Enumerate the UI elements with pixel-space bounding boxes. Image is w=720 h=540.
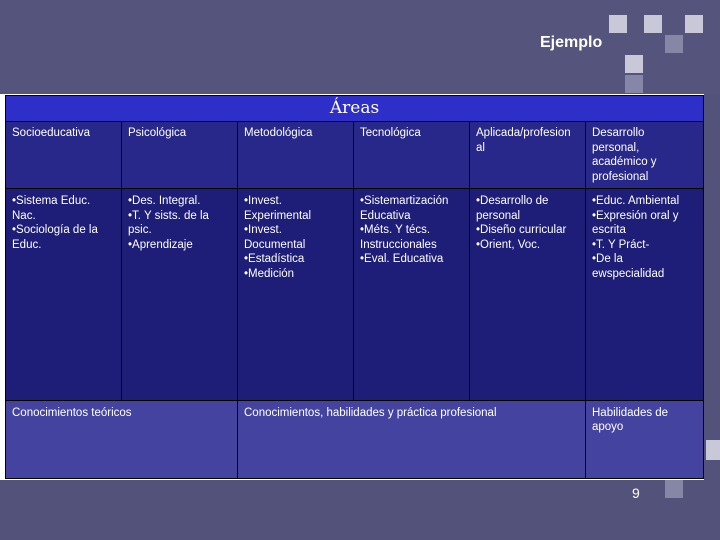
area-content-cell: [238, 189, 354, 400]
area-content-item: •Diseño curricular: [476, 224, 567, 237]
area-content-item: •Orient, Voc.: [476, 238, 541, 251]
area-name-cell: [586, 122, 704, 189]
area-content-item: •Sociología de la: [12, 224, 98, 237]
area-content-item: Experimental: [244, 209, 312, 222]
areas-table-container: [5, 95, 703, 479]
area-content-cell: [122, 189, 238, 400]
decor-square: [685, 15, 703, 33]
area-content-item: •Expresión oral y: [592, 209, 679, 222]
area-name-text: Aplicada/profesion: [476, 127, 571, 140]
area-content-item: Instruccionales: [360, 238, 437, 251]
area-name-text: Tecnológica: [360, 127, 421, 140]
area-content-item: personal: [476, 209, 521, 222]
page-title: Ejemplo: [540, 34, 603, 51]
summary-cell: [586, 400, 704, 478]
decor-square: [706, 440, 720, 460]
area-name-text: Socioeducativa: [12, 127, 90, 140]
area-content-item: Educativa: [360, 209, 411, 222]
area-content-cell: [586, 189, 704, 400]
table-heading: Áreas: [6, 96, 704, 122]
area-name-text: académico y: [592, 156, 657, 169]
decor-square: [665, 35, 683, 53]
decor-square: [644, 15, 662, 33]
area-content-item: •T. Y Práct-: [592, 238, 650, 251]
area-content-item: •Invest.: [244, 224, 282, 237]
area-content-item: •Aprendizaje: [128, 238, 193, 251]
area-content-item: ewspecialidad: [592, 267, 665, 280]
area-name-text: profesional: [592, 170, 649, 183]
area-content-item: Nac.: [12, 209, 36, 222]
area-content-item: •Sistemartización: [360, 195, 449, 208]
summary-text: Habilidades de: [592, 406, 669, 419]
area-content-item: •Méts. Y técs.: [360, 224, 431, 237]
area-content-item: •Desarrollo de: [476, 195, 549, 208]
summary-cell: [6, 400, 238, 478]
summary-text: Conocimientos, habilidades y práctica profesional: [244, 406, 497, 419]
area-name-cell: [122, 122, 238, 189]
area-name-cell: [354, 122, 470, 189]
area-content-item: •Sistema Educ.: [12, 195, 91, 208]
area-content-item: Documental: [244, 238, 306, 251]
area-content-item: escrita: [592, 224, 626, 237]
areas-table: [5, 95, 704, 479]
area-name-cell: [6, 122, 122, 189]
page-number: 9: [632, 485, 640, 501]
area-content-item: •De la: [592, 253, 623, 266]
area-names-row: [6, 122, 704, 189]
area-name-cell: [238, 122, 354, 189]
decor-square: [609, 15, 627, 33]
summary-cell: [238, 400, 586, 478]
area-content-item: •Educ. Ambiental: [592, 195, 680, 208]
area-content-cell: [354, 189, 470, 400]
decor-square: [625, 75, 643, 93]
area-name-text: Psicológica: [128, 127, 187, 140]
area-content-item: •Invest.: [244, 195, 282, 208]
area-content-cell: [6, 189, 122, 400]
summary-text: Conocimientos teóricos: [12, 406, 132, 419]
area-content-item: •T. Y sists. de la: [128, 209, 209, 222]
area-content-item: •Estadística: [244, 253, 305, 266]
area-content-item: Educ.: [12, 238, 42, 251]
summary-row: [6, 400, 704, 478]
area-content-item: •Eval. Educativa: [360, 253, 444, 266]
area-content-item: psic.: [128, 224, 152, 237]
area-name-text: Metodológica: [244, 127, 313, 140]
area-name-text: Desarrollo: [592, 127, 645, 140]
area-name-text: al: [476, 141, 485, 154]
table-heading-row: [6, 96, 704, 122]
decor-square: [665, 480, 683, 498]
area-content-cell: [470, 189, 586, 400]
summary-text: apoyo: [592, 421, 624, 434]
area-content-row: [6, 189, 704, 400]
area-content-item: •Medición: [244, 267, 295, 280]
area-name-text: personal,: [592, 141, 640, 154]
area-content-item: •Des. Integral.: [128, 195, 201, 208]
decor-square: [625, 55, 643, 73]
area-name-cell: [470, 122, 586, 189]
